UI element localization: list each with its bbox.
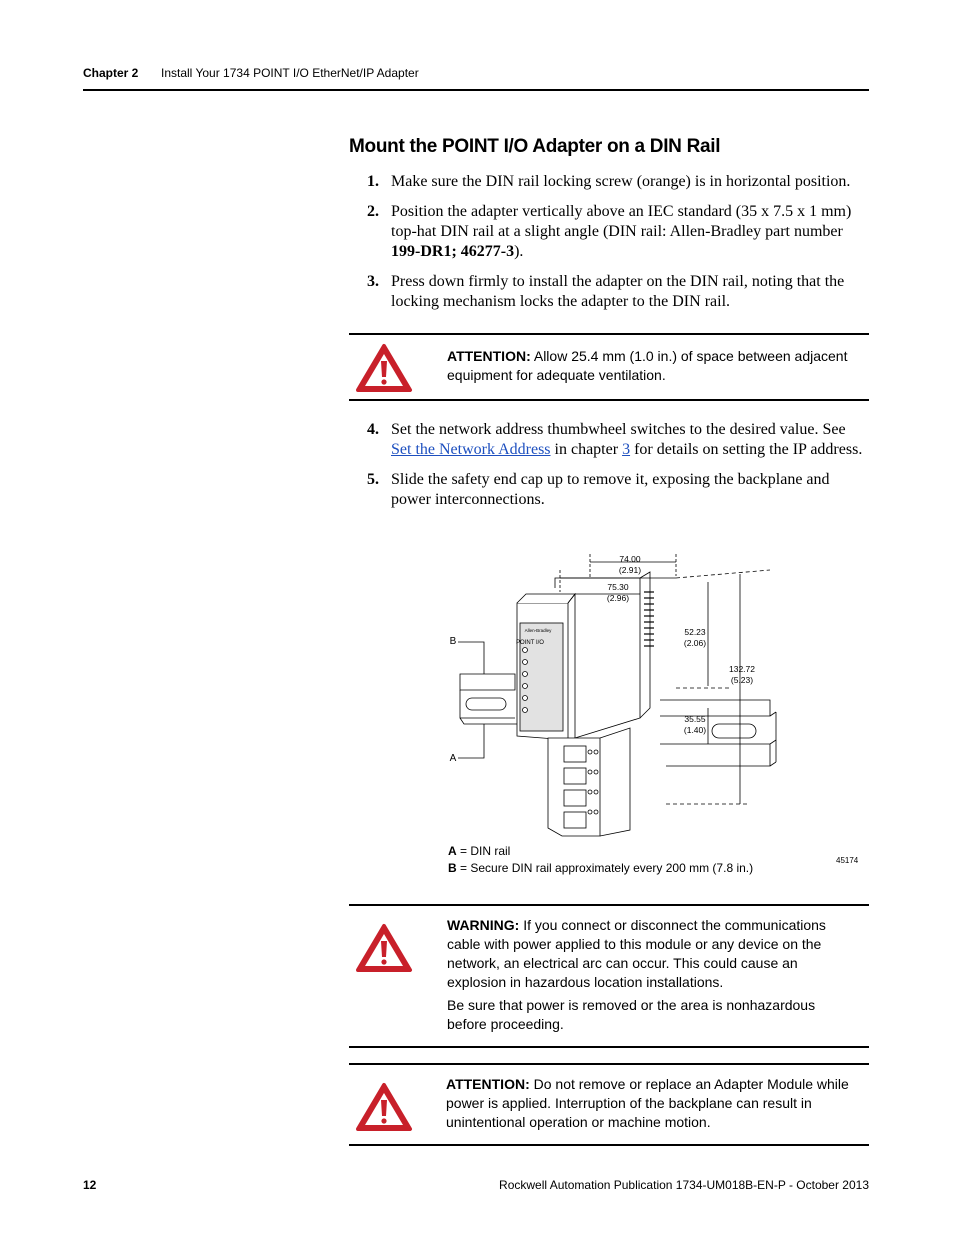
step-2: 2. Position the adapter vertically above an IEC standard (35 x 7.5 x 1 mm) top-hat DIN rail at a slight angle (DIN rail: Allen-Bradley part number 199-DR1; 46277-3). <box>367 203 852 260</box>
legend-b: B = Secure DIN rail approximately every 200 mm (7.8 in.) <box>448 861 754 875</box>
chapter-label: Chapter 2 <box>83 66 139 80</box>
chapter-title: Install Your 1734 POINT I/O EtherNet/IP Adapter <box>161 66 419 80</box>
figure-number: 45174 <box>836 856 859 865</box>
warning-triangle-icon <box>355 1082 413 1132</box>
step-4: 4. Set the network address thumbwheel switches to the desired value. See Set the Network Address in chapter 3 for details on setting the IP address. <box>367 421 863 458</box>
set-network-address-link[interactable]: Set the Network Address <box>391 441 551 458</box>
step-1: 1. Make sure the DIN rail locking screw (orange) is in horizontal position. <box>367 173 851 190</box>
dim-35: 35.55 <box>684 714 706 724</box>
warning-triangle-icon <box>355 343 413 393</box>
svg-text:(2.91): (2.91) <box>618 565 642 575</box>
device-brand: Allen-Bradley <box>524 628 552 633</box>
header-rule <box>83 89 869 91</box>
svg-text:(5.23): (5.23) <box>730 675 754 685</box>
chapter-3-link[interactable]: 3 <box>622 441 631 458</box>
step-5: 5. Slide the safety end cap up to remove it, exposing the backplane and power interconnections. <box>367 471 830 508</box>
legend-a: A = DIN rail <box>448 844 511 858</box>
svg-text:(2.96): (2.96) <box>606 593 630 603</box>
attention-label: ATTENTION: <box>446 1076 530 1092</box>
din-rail-mounting-figure <box>440 548 780 838</box>
dim-75: 75.30 <box>607 582 629 592</box>
warning-box-electrical-arc: WARNING: If you connect or disconnect the communications cable with power applied to this module or any device on the network, an electrical arc can occur. This could cause an explosion in hazardous location installations. Be sure that power is removed or the area is nonhazardous before proceeding. <box>349 904 869 1048</box>
attention-box-ventilation: ATTENTION: Allow 25.4 mm (1.0 in.) of space between adjacent equipment for adequate ventilation. <box>349 333 869 401</box>
step-3: 3. Press down firmly to install the adapter on the DIN rail, noting that the locking mechanism locks the adapter to the DIN rail. <box>367 273 845 310</box>
svg-text:(2.06): (2.06) <box>683 638 707 648</box>
page-number: 12 <box>83 1178 97 1192</box>
label-a: A <box>449 753 457 764</box>
warning-triangle-icon <box>355 923 413 973</box>
part-number: 199-DR1; 46277-3 <box>391 243 515 260</box>
svg-text:(1.40): (1.40) <box>683 725 707 735</box>
attention-label: ATTENTION: <box>447 348 531 364</box>
dim-132: 132.72 <box>729 664 755 674</box>
dim-74: 74.00 <box>619 554 641 564</box>
section-title: Mount the POINT I/O Adapter on a DIN Rail <box>349 136 721 157</box>
attention-box-adapter-removal: ATTENTION: Do not remove or replace an Adapter Module while power is applied. Interruption of the backplane can result in unintentional operation or machine motion. <box>349 1063 869 1146</box>
device-model: POINT I/O <box>516 640 544 646</box>
dim-52: 52.23 <box>684 627 706 637</box>
publication-info: Rockwell Automation Publication 1734-UM018B-EN-P - October 2013 <box>499 1178 869 1192</box>
warning-label: WARNING: <box>447 917 520 933</box>
label-b: B <box>449 636 457 647</box>
running-header <box>83 66 419 80</box>
figure-legend <box>448 843 753 877</box>
